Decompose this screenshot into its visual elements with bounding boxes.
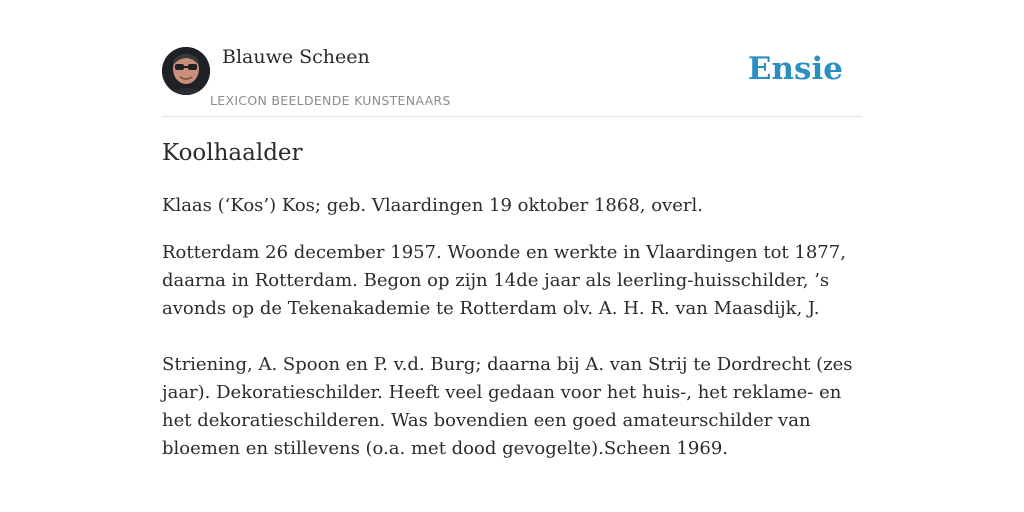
ensie-logo[interactable]: Ensie	[747, 51, 843, 87]
section-subtitle: LEXICON BEELDENDE KUNSTENAARS	[210, 93, 451, 108]
article-paragraph: Klaas (‘Kos’) Kos; geb. Vlaardingen 19 oktober 1868, overl.	[162, 195, 703, 216]
header	[162, 0, 862, 117]
avatar-portrait-icon	[162, 47, 210, 95]
article-title: Koolhaalder	[162, 140, 303, 166]
author-name[interactable]: Blauwe Scheen	[222, 46, 370, 68]
article-card	[162, 0, 862, 512]
article-paragraph: Rotterdam 26 december 1957. Woonde en werkte in Vlaardingen tot 1877, daarna in Rotterdam. Begon op zijn 14de jaar als leerling-huisschilder, ’s avonds op de Tekenakademie te Rotterdam olv. A. H. R. van Maasdijk, J.	[162, 242, 846, 319]
article-paragraph: Striening, A. Spoon en P. v.d. Burg; daarna bij A. van Strij te Dordrecht (zes jaar). Dekoratieschilder. Heeft veel gedaan voor het huis-, het reklame- en het dekoratieschilderen. Was bovendien een goed amateurschilder van bloemen en stillevens (o.a. met dood gevogelte).Scheen 1969.	[162, 354, 853, 459]
avatar[interactable]	[162, 47, 210, 95]
